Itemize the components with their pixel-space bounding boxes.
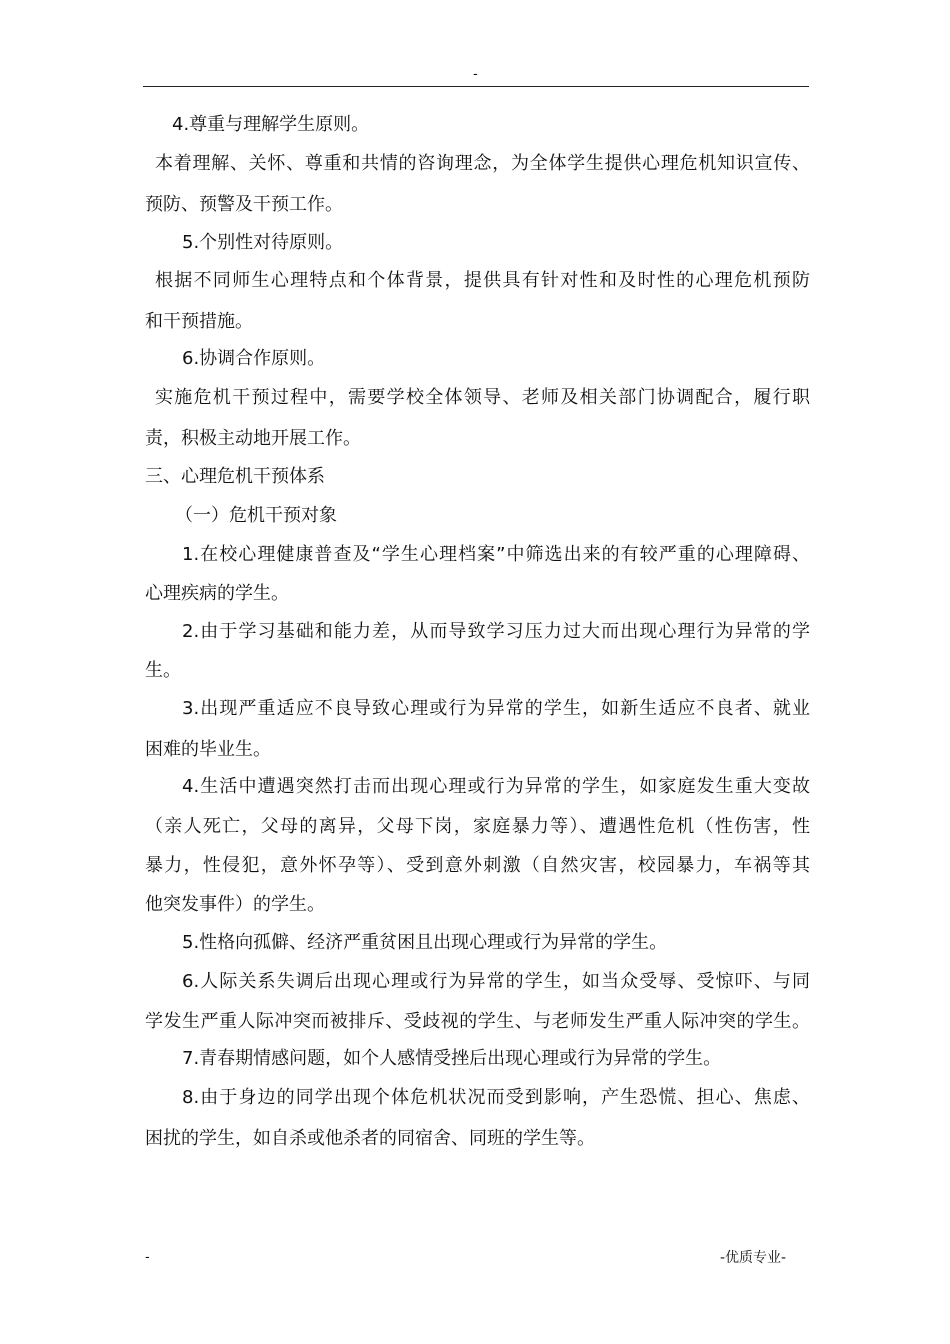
list-item-1-cont: 心理疾病的学生。 (145, 583, 289, 604)
section-heading: 三、心理危机干预体系 (145, 466, 325, 487)
paragraph-line: 本着理解、关怀、尊重和共情的咨询理念，为全体学生提供心理危机知识宣传、 (155, 153, 810, 174)
subsection-heading: （一）危机干预对象 (175, 505, 337, 526)
list-item-3-cont: 困难的毕业生。 (145, 739, 271, 760)
list-item-2: 2.由于学习基础和能力差，从而导致学习压力过大而出现心理行为异常的学 (182, 621, 810, 642)
principle-heading-6: 6.协调合作原则。 (182, 348, 326, 369)
list-item-4-cont: 暴力，性侵犯，意外怀孕等）、受到意外刺激（自然灾害，校园暴力，车祸等其 (145, 855, 810, 876)
list-item-7: 7.青春期情感问题，如个人感情受挫后出现心理或行为异常的学生。 (182, 1048, 722, 1069)
paragraph-line: 实施危机干预过程中，需要学校全体领导、老师及相关部门协调配合，履行职 (155, 387, 810, 408)
list-item-8-cont: 困扰的学生，如自杀或他杀者的同宿舍、同班的学生等。 (145, 1128, 595, 1149)
list-item-4-cont: 他突发事件）的学生。 (145, 894, 325, 915)
list-item-8: 8.由于身边的同学出现个体危机状况而受到影响，产生恐慌、担心、焦虑、 (182, 1087, 810, 1108)
list-item-6: 6.人际关系失调后出现心理或行为异常的学生，如当众受辱、受惊吓、与同 (182, 971, 810, 992)
list-item-6-cont: 学发生严重人际冲突而被排斥、受歧视的学生、与老师发生严重人际冲突的学生。 (145, 1011, 810, 1032)
paragraph-line: 根据不同师生心理特点和个体背景，提供具有针对性和及时性的心理危机预防 (155, 270, 810, 291)
list-item-3: 3.出现严重适应不良导致心理或行为异常的学生，如新生适应不良者、就业 (182, 698, 810, 719)
footer-left-mark: - (145, 1250, 150, 1265)
list-item-4-cont: （亲人死亡，父母的离异，父母下岗，家庭暴力等）、遭遇性危机（性伤害，性 (145, 816, 810, 837)
list-item-4: 4.生活中遭遇突然打击而出现心理或行为异常的学生，如家庭发生重大变故 (182, 776, 810, 797)
paragraph-line: 预防、预警及干预工作。 (145, 194, 343, 215)
principle-heading-4: 4.尊重与理解学生原则。 (172, 114, 370, 135)
principle-heading-5: 5.个别性对待原则。 (182, 232, 344, 253)
header-mark: - (473, 67, 478, 82)
page-header (143, 62, 809, 87)
list-item-5: 5.性格向孤僻、经济严重贫困且出现心理或行为异常的学生。 (182, 932, 668, 953)
footer-right-text: -优质专业- (720, 1250, 787, 1266)
paragraph-line: 和干预措施。 (145, 311, 253, 332)
list-item-1: 1.在校心理健康普查及“学生心理档案”中筛选出来的有较严重的心理障碍、 (182, 544, 810, 565)
list-item-2-cont: 生。 (145, 660, 181, 681)
paragraph-line: 责，积极主动地开展工作。 (145, 428, 361, 449)
